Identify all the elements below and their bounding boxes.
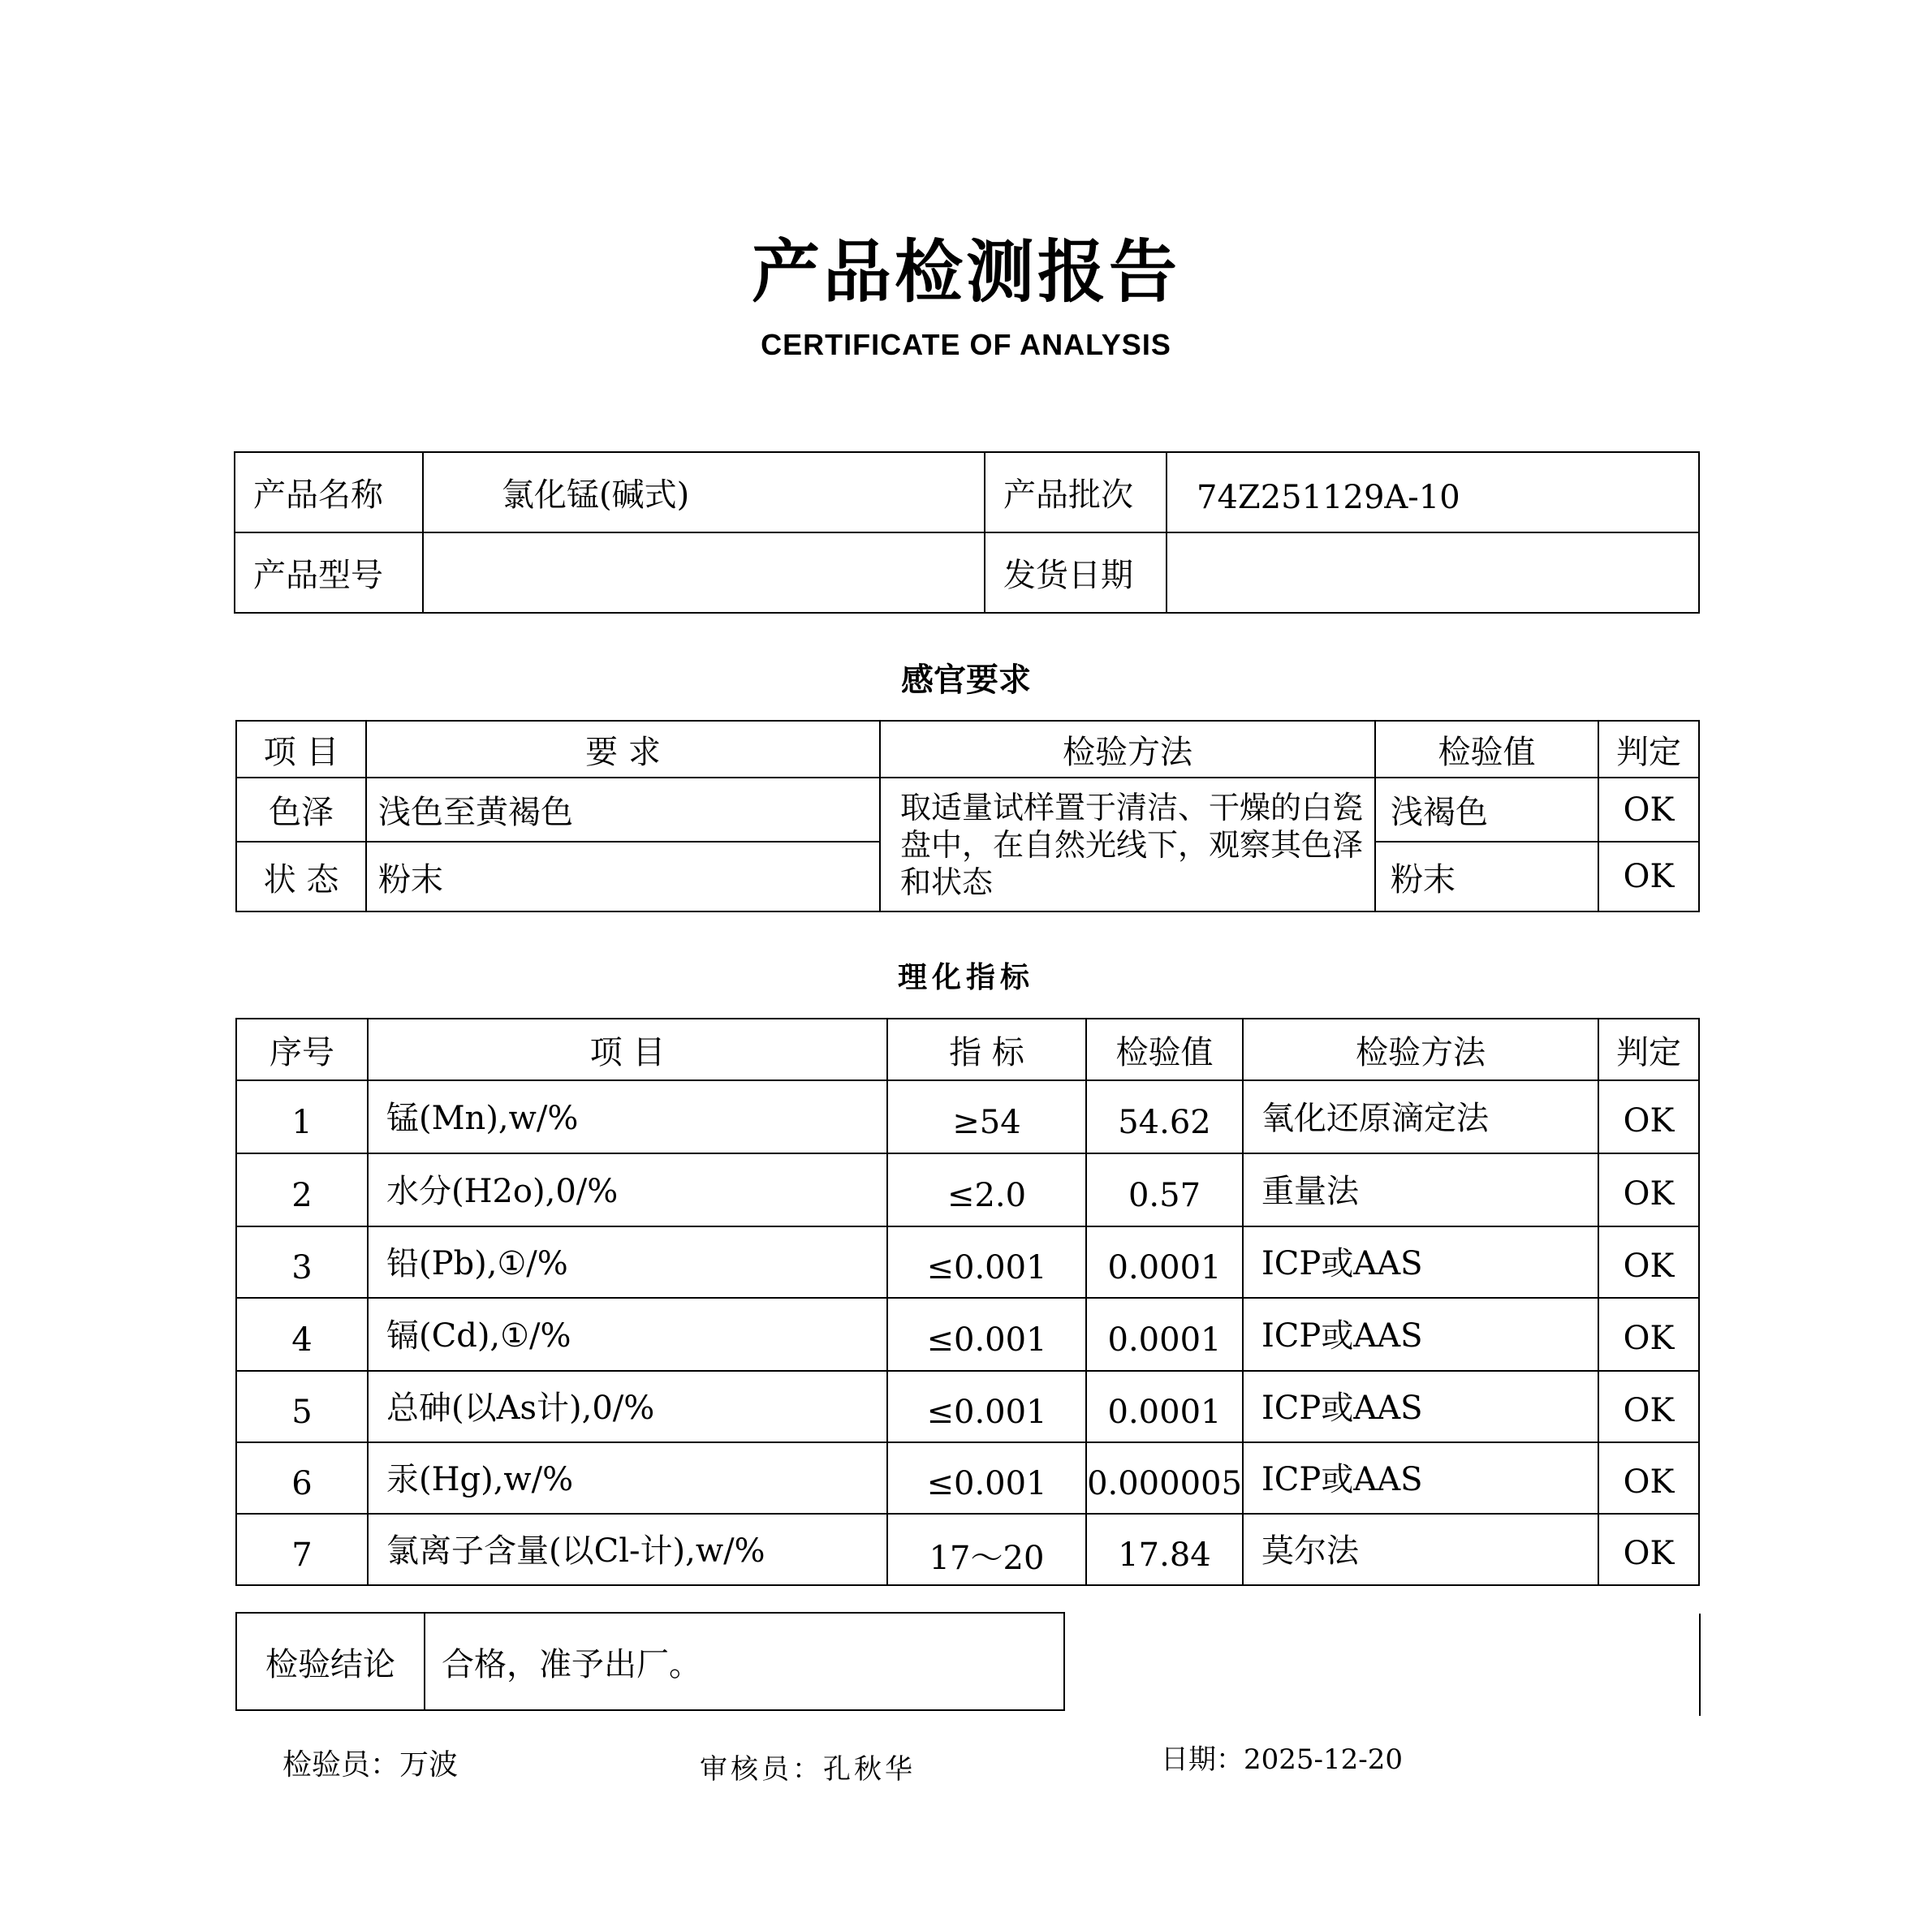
reviewer-signature: 审核员：孔秋华 <box>700 1753 916 1786</box>
report-subtitle: CERTIFICATE OF ANALYSIS <box>761 328 1171 361</box>
row-item: 总砷(以As计),0/% <box>368 1371 887 1442</box>
row-number: 5 <box>236 1371 368 1442</box>
sensory-header-requirement: 要 求 <box>366 721 880 778</box>
row-method: 重量法 <box>1243 1153 1598 1226</box>
row-result: OK <box>1598 1514 1699 1585</box>
row-result: OK <box>1598 1371 1699 1442</box>
row-item: 镉(Cd),①/% <box>368 1298 887 1371</box>
model-value <box>423 532 985 613</box>
product-info-table <box>234 451 1700 614</box>
row-item: 汞(Hg),w/% <box>368 1442 887 1514</box>
row-value: 17.84 <box>1086 1514 1243 1585</box>
row-spec: ≥54 <box>887 1080 1086 1153</box>
batch-value: 74Z251129A-10 <box>1167 452 1699 532</box>
row-number: 7 <box>236 1514 368 1585</box>
row-result: OK <box>1598 1442 1699 1514</box>
report-title: 产品检测报告 <box>751 232 1180 312</box>
batch-label: 产品批次 <box>985 452 1167 532</box>
row-method: ICP或AAS <box>1243 1298 1598 1371</box>
conclusion-table <box>235 1612 1065 1711</box>
row-spec: ≤0.001 <box>887 1442 1086 1514</box>
physchem-header-value: 检验值 <box>1086 1019 1243 1080</box>
report-date: 日期：2025-12-20 <box>1161 1743 1404 1776</box>
row-spec: ≤0.001 <box>887 1298 1086 1371</box>
physchem-header-no: 序号 <box>236 1019 368 1080</box>
product-name-value: 氯化锰(碱式) <box>423 452 985 532</box>
physchem-header-item: 项 目 <box>368 1019 887 1080</box>
row-item: 水分(H2o),0/% <box>368 1153 887 1226</box>
table-row <box>236 1226 1699 1298</box>
table-row <box>236 778 1699 842</box>
row-number: 6 <box>236 1442 368 1514</box>
divider-line <box>1699 1614 1701 1716</box>
row-method: 氧化还原滴定法 <box>1243 1080 1598 1153</box>
row-spec: ≤0.001 <box>887 1371 1086 1442</box>
conclusion-text: 合格，准予出厂。 <box>425 1613 1064 1710</box>
table-row <box>236 1371 1699 1442</box>
sensory-header-value: 检验值 <box>1375 721 1598 778</box>
row-value: 0.000005 <box>1086 1442 1243 1514</box>
row-result: OK <box>1598 1226 1699 1298</box>
row-value: 0.0001 <box>1086 1226 1243 1298</box>
row-spec: ≤2.0 <box>887 1153 1086 1226</box>
conclusion-label: 检验结论 <box>236 1613 425 1710</box>
sensory-value: 粉末 <box>1375 842 1598 911</box>
physchem-header-method: 检验方法 <box>1243 1019 1598 1080</box>
ship-date-label: 发货日期 <box>985 532 1167 613</box>
table-row <box>236 1298 1699 1371</box>
row-spec: ≤0.001 <box>887 1226 1086 1298</box>
physchem-table <box>235 1018 1700 1586</box>
sensory-requirement: 浅色至黄褐色 <box>366 778 880 842</box>
sensory-table <box>235 720 1700 912</box>
row-value: 0.57 <box>1086 1153 1243 1226</box>
ship-date-value <box>1167 532 1699 613</box>
sensory-result: OK <box>1598 842 1699 911</box>
row-result: OK <box>1598 1153 1699 1226</box>
row-number: 1 <box>236 1080 368 1153</box>
table-row <box>236 1080 1699 1153</box>
sensory-result: OK <box>1598 778 1699 842</box>
sensory-method: 取适量试样置于清洁、干燥的白瓷盘中，在自然光线下，观察其色泽和状态 <box>880 778 1375 911</box>
row-value: 0.0001 <box>1086 1298 1243 1371</box>
inspector-signature: 检验员：万波 <box>282 1748 459 1782</box>
sensory-item: 色泽 <box>236 778 366 842</box>
row-result: OK <box>1598 1298 1699 1371</box>
row-method: ICP或AAS <box>1243 1371 1598 1442</box>
physchem-section-title: 理化指标 <box>897 961 1034 994</box>
row-method: ICP或AAS <box>1243 1226 1598 1298</box>
model-label: 产品型号 <box>235 532 423 613</box>
row-number: 3 <box>236 1226 368 1298</box>
row-value: 54.62 <box>1086 1080 1243 1153</box>
sensory-requirement: 粉末 <box>366 842 880 911</box>
sensory-header-item: 项 目 <box>236 721 366 778</box>
row-number: 2 <box>236 1153 368 1226</box>
physchem-header-result: 判定 <box>1598 1019 1699 1080</box>
row-item: 铅(Pb),①/% <box>368 1226 887 1298</box>
row-result: OK <box>1598 1080 1699 1153</box>
row-number: 4 <box>236 1298 368 1371</box>
row-item: 锰(Mn),w/% <box>368 1080 887 1153</box>
sensory-section-title: 感官要求 <box>901 661 1031 699</box>
table-row <box>236 1153 1699 1226</box>
physchem-header-spec: 指 标 <box>887 1019 1086 1080</box>
sensory-value: 浅褐色 <box>1375 778 1598 842</box>
row-spec: 17～20 <box>887 1514 1086 1585</box>
sensory-header-result: 判定 <box>1598 721 1699 778</box>
sensory-header-method: 检验方法 <box>880 721 1375 778</box>
row-method: ICP或AAS <box>1243 1442 1598 1514</box>
table-row <box>236 1514 1699 1585</box>
row-method: 莫尔法 <box>1243 1514 1598 1585</box>
row-item: 氯离子含量(以Cl-计),w/% <box>368 1514 887 1585</box>
sensory-item: 状 态 <box>236 842 366 911</box>
row-value: 0.0001 <box>1086 1371 1243 1442</box>
product-name-label: 产品名称 <box>235 452 423 532</box>
table-row <box>236 1442 1699 1514</box>
